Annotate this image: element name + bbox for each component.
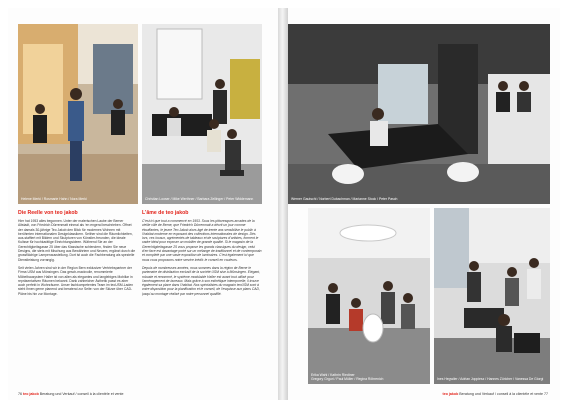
heading-fr: L’âme de teo jakob [142,210,189,216]
photo-caption: Erika Wahl / Kathrin Riedtner Gregory Grguri / Paul Müller / Regina Röhrenich [311,372,384,381]
photo-caption: Werner Gautschi / Norbert Dubachman / Marianne Stock / Peter Pasch [291,196,398,201]
body-text-fr [142,219,262,384]
lighting-showroom-photo [308,208,430,384]
left-page [8,8,278,400]
body-paragraph: C’est ici que tout a commencé en 1953. Sous les pittoresques arcades de la vieille ville de Berne, que Friedrich Dürrenmatt a décrit un jour comme étouffantes, le jeune Teo Jakob alors âgé de trente ans sensibilise le public à l’habitat moderne en exposant des collections internationales de design. Dès lors, ces locaux, agrémentés de tableaux et de sculptures d’artistes, forment le cadre idéal pour exposer un mobilier de grande qualité. Si le magasin de la Gerechtigkeitsgasse 25 vous propose les grands classiques du design, celui d’en face est davantage porté sur un mélange de traditionnel et de contemporain et complété par une vaste exposition de luminaires. C’est également ici que nous vous proposons notre service inédit: le conseil en couleurs. [142,219,262,262]
office-staff-photo [288,24,550,204]
heading-de: Die Reelle von teo jakob [18,210,78,216]
body-paragraph: Seit vielen Jahren sind wir in der Region Bern exklusiver Vertriebspartner der Firma USM aus Münsingen. Das gesch-mackvolle, renommierte Möbelbausystem Haller ist von allen als elegantes und langlebiges Mobiliar in repräsentativen Räumen bekannt. Dank zahlreicher Ästhetik passt es aber auch perfekt in Wohnräume. Unser fachkompetentes Team im teoUSM-Laden steht Ihnen gerne planend und beratend zur Seite: von der Skizze über CAD-Pläne bis hin zur Montage. [18,265,134,296]
page-footer [443,392,549,396]
photo-caption: Ines Hegwiler / Adrian Joppiesz / Hannes Züricher / Vanessa De Giorgi [437,376,544,381]
showroom-staff-photo [18,24,138,204]
living-room-staff-illustration [434,208,550,384]
lounge-staff-illustration [142,24,262,204]
brand-name: teo jakob [23,392,39,396]
lounge-staff-photo [142,24,262,204]
photo-caption: Helene Merki / Rosmarie Hahn / Nora Merki [21,196,87,201]
page-number: 76 [18,392,22,396]
footer-section: Beratung und Verkauf / conseil à la clientèle et vente [39,392,124,396]
footer-section: Beratung und Verkauf / conseil à la clientèle et vente [459,392,543,396]
showroom-staff-illustration [18,24,138,204]
body-paragraph: Depuis de nombreuses années, nous sommes dans la région de Berne le partenaire de distribution exclusif de la société USM sise à Münsingen. Elégant, robuste et renommé, le système modulable Haller est avant tout utilisé pour l’aménagement de bureaux. Mais grâce à son esthétique intemporelle, il trouve également sa place dans l’habitat. Nos spécialistes du magasin teoUSM sont à votre disposition pour la planification et le conseil, de l’esquisse aux plans CAD, jusqu’au montage réalisé par notre personnel qualifié. [142,265,261,296]
body-text-de [18,219,136,384]
photo-caption: Christian Looser / Mike Werthner / Barbara Zellinger / Peter Widdemann [145,196,254,201]
page-number: 77 [544,392,548,396]
book-gutter [278,8,288,400]
body-paragraph: Hier hat 1953 alles begonnen. Unter der malerischen Laube der Berner Altstadt, von Friedrich Dürrenmatt einmal als ‘en engend beschrieben. Öffnet der damals 30-jährige Teo Jakob den Blick für modernes Wohnen mit berühmten internationalen Designklassikern. Seither sind die Räumlichkeiten, aus-staffiert mit Bildern und Skulpturen von Künstler-freunden, die ideale Kulisse für hochkarätige Einrichtungsideen. Während Sie an der Gerechtigkeitsgasse 25 über das Klassische schlendern, finden Sie neue Designs, die stets mit Mischung aus Bewährtem und Neuem, ergänzt durch die grossflächige Lampenausstellung. Dort ist auch die Fachberatung als spezielle Dienstleistung vorrangig. [18,219,136,262]
lighting-showroom-illustration [308,208,430,384]
brand-name: teo jakob [442,392,459,396]
page-footer [18,392,124,396]
right-page [288,8,560,400]
office-staff-illustration [288,24,550,204]
living-room-staff-photo [434,208,550,384]
